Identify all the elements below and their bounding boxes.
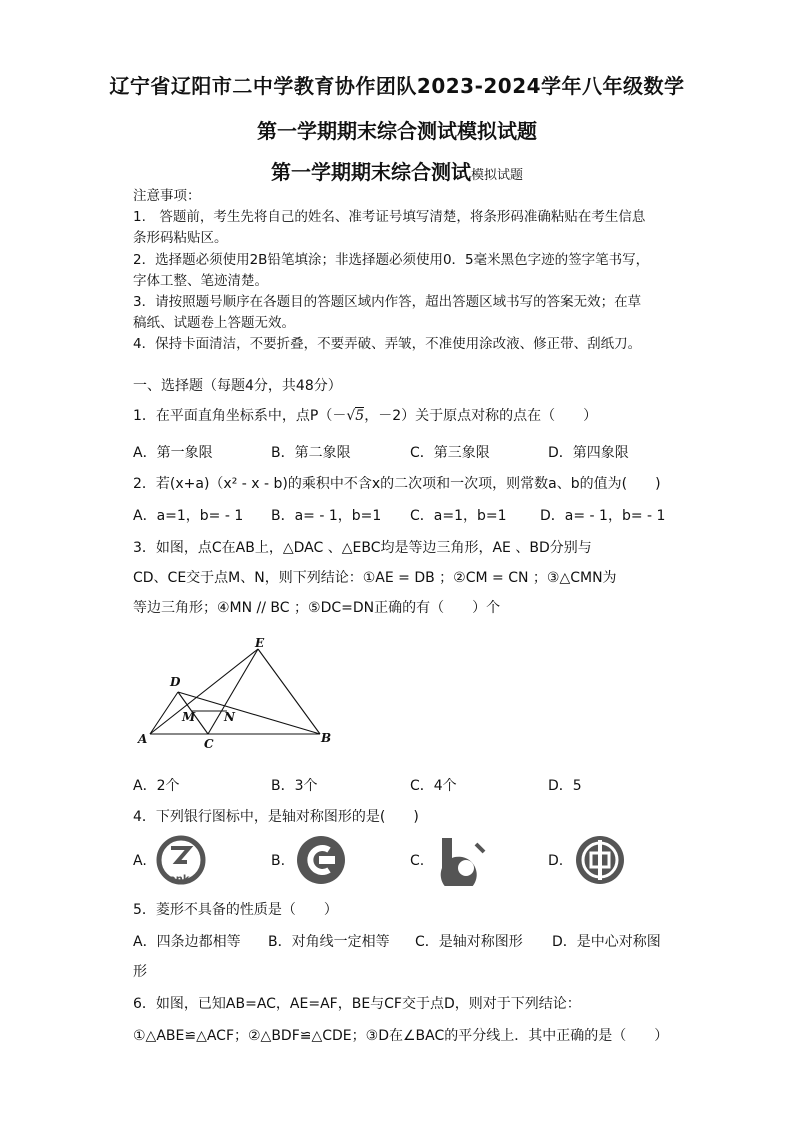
sqrt-sign: √ — [346, 408, 356, 424]
question-2-option: D．a= - 1，b= - 1 — [540, 508, 666, 524]
question-3-option: D．5 — [548, 778, 582, 794]
question-2-option: B．a= - 1，b=1 — [271, 508, 382, 524]
question-1-stem-b: ，－2）关于原点对称的点在（ ） — [364, 408, 598, 424]
question-3-line: CD、CE交于点M、N，则下列结论：①AE = DB ；②CM = CN ；③△CMN为 — [133, 570, 617, 586]
question-4-option: D. — [548, 853, 564, 869]
question-4-option: B. — [271, 853, 286, 869]
segment-ae — [150, 649, 258, 734]
bank-logo-c-icon — [436, 834, 488, 886]
question-6-line: 6．如图，已知AB=AC，AE=AF，BE与CF交于点D，则对于下列结论： — [133, 996, 581, 1012]
question-1-option: A．第一象限 — [133, 445, 213, 461]
exam-title-line3-small: 模拟试题 — [470, 168, 523, 183]
segment-ad — [150, 692, 178, 734]
section-heading: 一、选择题（每题4分，共48分） — [133, 378, 342, 394]
question-1-option: B．第二象限 — [271, 445, 351, 461]
question-5-option: C．是轴对称图形 — [415, 934, 523, 950]
question-5-option: A．四条边都相等 — [133, 934, 241, 950]
point-label-n: N — [224, 710, 235, 724]
exam-title-line1: 辽宁省辽阳市二中学教育协作团队2023-2024学年八年级数学 — [109, 74, 685, 98]
question-4-option: C. — [410, 853, 425, 869]
question-3-option: A．2个 — [133, 778, 180, 794]
question-5-stem: 5．菱形不具备的性质是（ ） — [133, 902, 338, 918]
question-5-option-wrap: 形 — [133, 964, 147, 980]
bank-logo-a-text: ank — [169, 874, 190, 885]
point-label-a: A — [138, 732, 148, 746]
notes-line: 3．请按照题号顺序在各题目的答题区域内作答，超出答题区域书写的答案无效；在草 — [133, 294, 642, 310]
question-1-option: C．第三象限 — [410, 445, 490, 461]
question-5-option: B．对角线一定相等 — [268, 934, 390, 950]
notes-line: 2．选择题必须使用2B铅笔填涂；非选择题必须使用0．5毫米黑色字迹的签字笔书写， — [133, 252, 650, 268]
notes-heading: 注意事项： — [133, 188, 201, 204]
exam-title-line2: 第一学期期末综合测试模拟试题 — [257, 119, 537, 143]
exam-title-line3-main: 第一学期期末综合测试 — [270, 160, 471, 184]
point-label-c: C — [204, 737, 214, 751]
question-3-option: C．4个 — [410, 778, 457, 794]
segment-db — [178, 692, 320, 734]
notes-line: 稿纸、试题卷上答题无效。 — [133, 315, 295, 331]
question-3-line: 等边三角形；④MN // BC ；⑤DC=DN正确的有（ ）个 — [133, 600, 501, 616]
bank-logo-b-icon — [295, 834, 347, 886]
bank-logo-d-icon — [574, 834, 626, 886]
point-label-m: M — [182, 710, 196, 724]
point-label-e: E — [255, 636, 265, 650]
question-3-line: 3．如图，点C在AB上，△DAC 、△EBC均是等边三角形，AE 、BD分别与 — [133, 540, 592, 556]
question-1-stem-a: 1．在平面直角坐标系中，点P（－ — [133, 408, 347, 424]
notes-line: 条形码粘贴区。 — [133, 230, 228, 246]
question-5-option: D．是中心对称图 — [552, 934, 661, 950]
question-2-option: A．a=1，b= - 1 — [133, 508, 244, 524]
question-3-option: B．3个 — [271, 778, 318, 794]
notes-line: 字体工整、笔迹清楚。 — [133, 273, 268, 289]
point-label-b: B — [321, 731, 332, 745]
question-6-line: ①△ABE≌△ACF；②△BDF≌△CDE；③D在∠BAC的平分线上．其中正确的是（ ） — [133, 1028, 669, 1044]
question-3-figure — [130, 635, 340, 755]
point-label-d: D — [170, 675, 181, 689]
question-1-stem — [133, 405, 597, 425]
bank-logo-a-icon — [155, 834, 207, 886]
question-2-stem: 2．若(x+a)（x² - x - b)的乘积中不含x的二次项和一次项，则常数a、b的值为( ) — [133, 476, 661, 492]
segment-eb — [258, 649, 320, 734]
exam-title-line3 — [0, 156, 794, 185]
question-1-option: D．第四象限 — [548, 445, 629, 461]
notes-line: 1. 答题前，考生先将自己的姓名、准考证号填写清楚，将条形码准确粘贴在考生信息 — [133, 209, 646, 225]
question-4-option: A. — [133, 853, 147, 869]
question-4-stem: 4．下列银行图标中，是轴对称图形的是( ) — [133, 809, 419, 825]
question-2-option: C．a=1，b=1 — [410, 508, 507, 524]
notes-line: 4．保持卡面清洁，不要折叠，不要弄破、弄皱，不准使用涂改液、修正带、刮纸刀。 — [133, 336, 642, 352]
sqrt-arg: 5 — [355, 408, 365, 424]
